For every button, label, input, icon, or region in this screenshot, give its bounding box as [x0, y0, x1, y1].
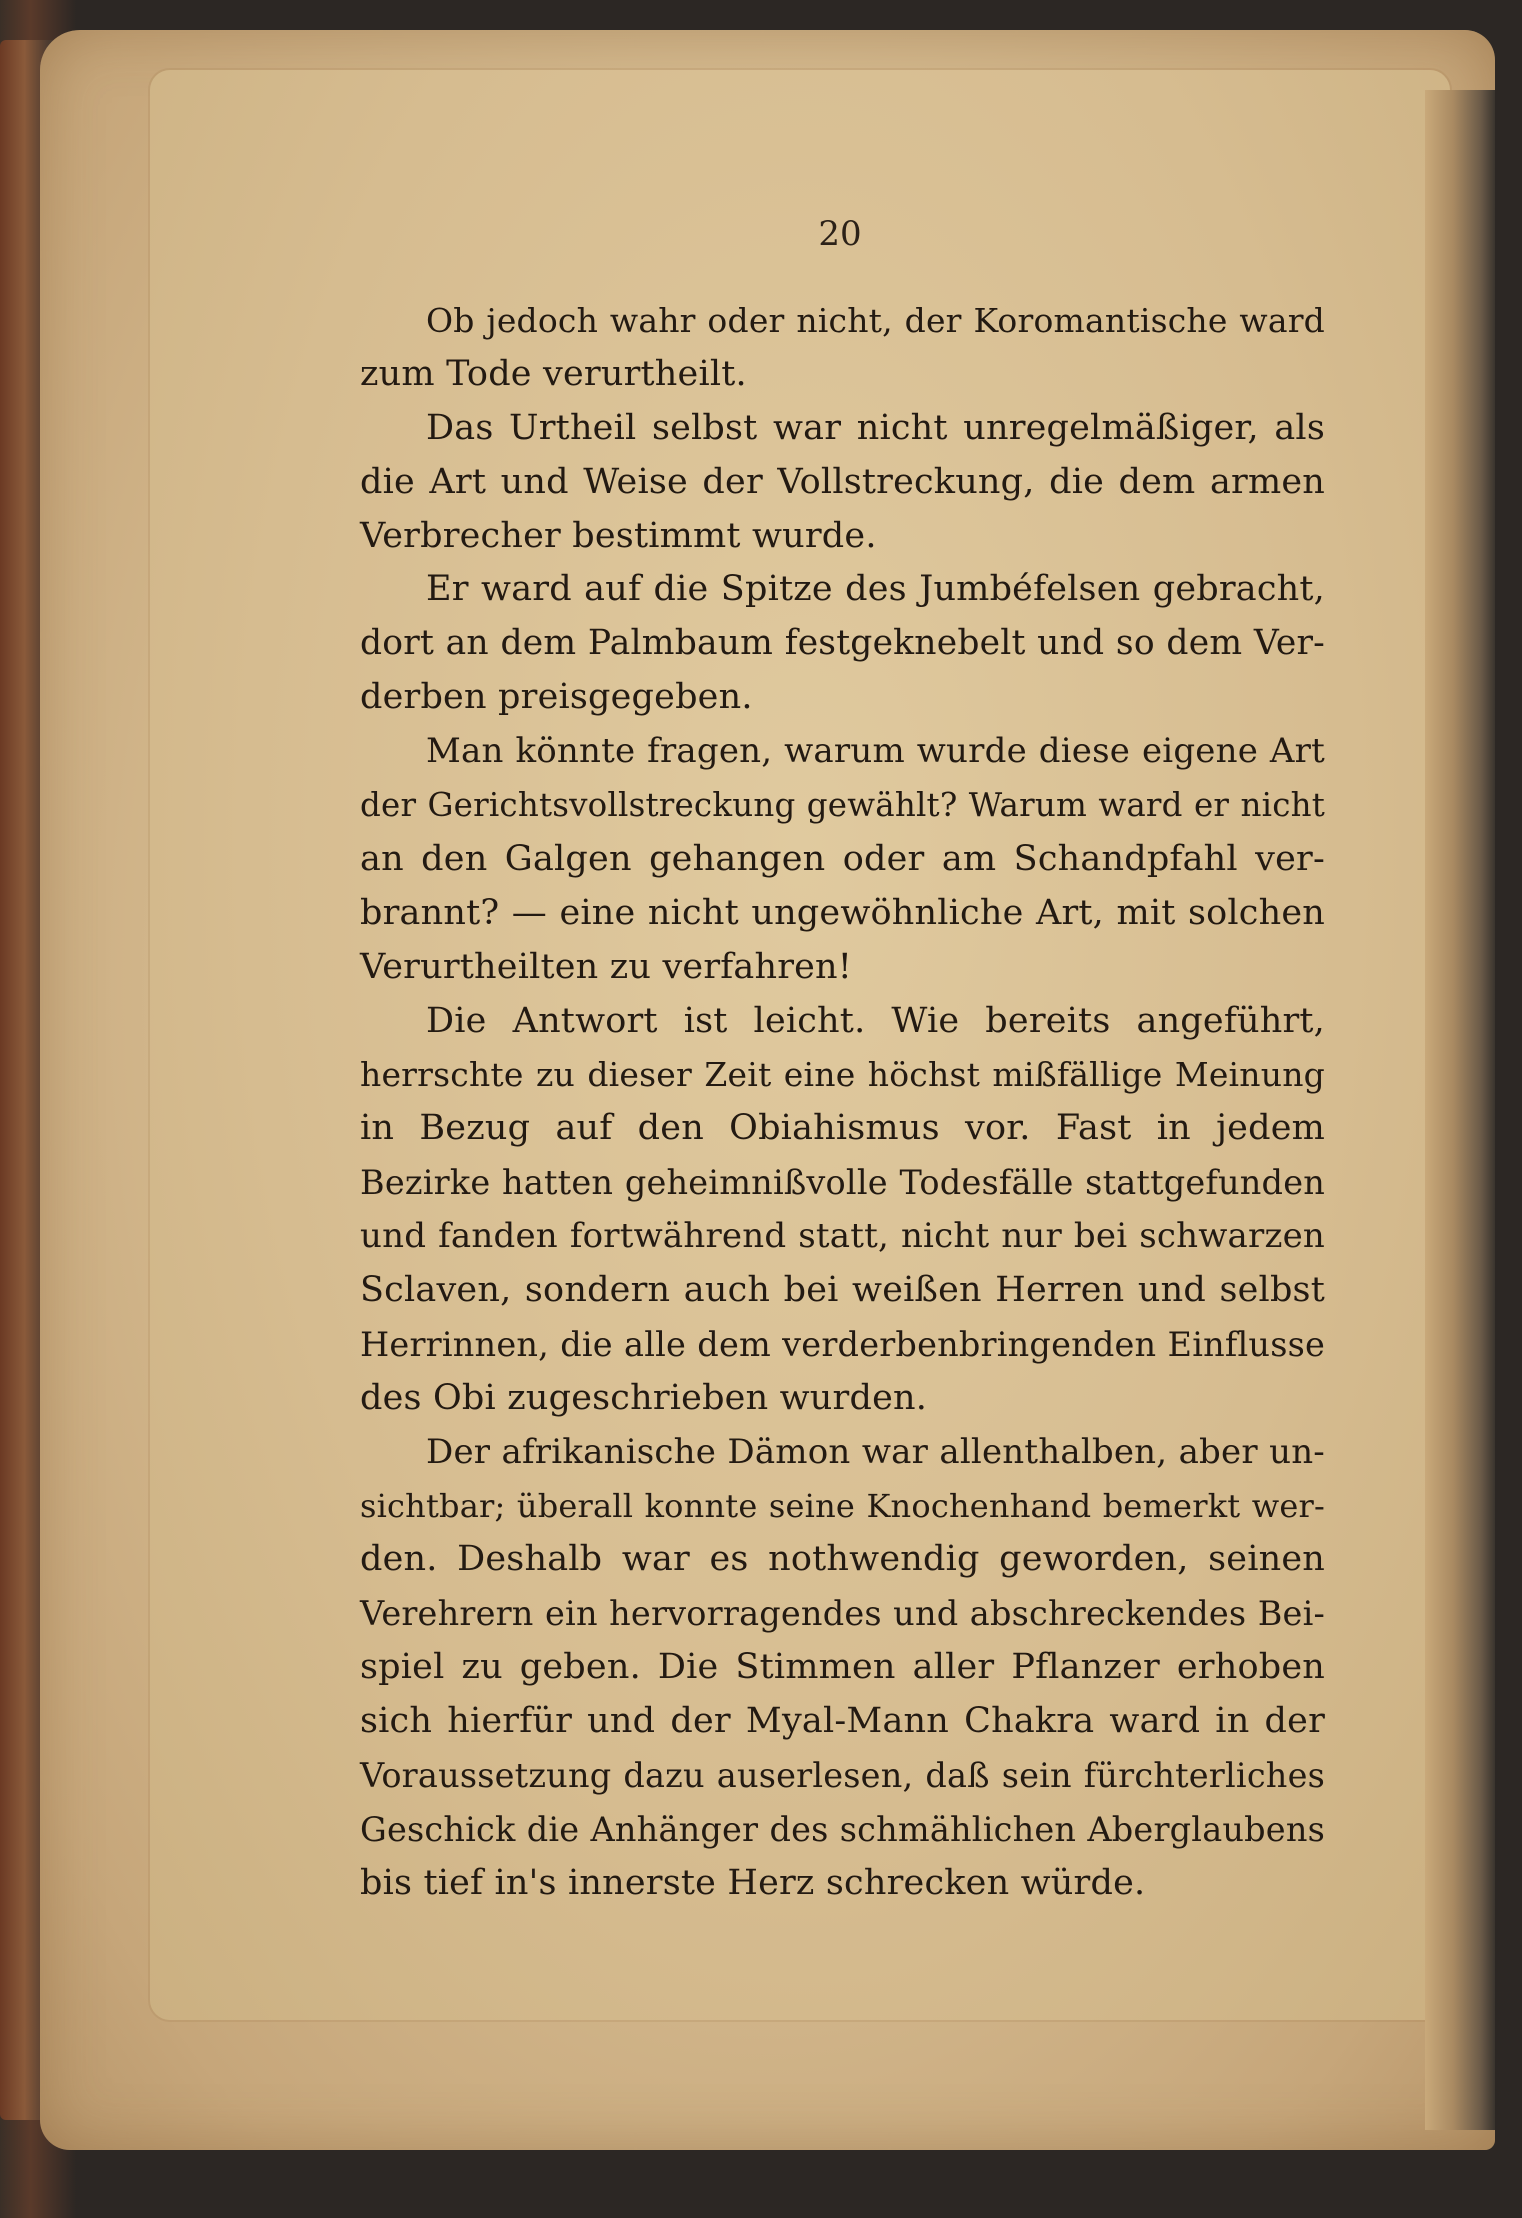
text-line: Verehrern ein hervorragendes und abschreckendes Bei- — [360, 1594, 1325, 1634]
text-line: Voraussetzung dazu auserlesen, daß sein fürchterliches — [360, 1756, 1325, 1796]
text-line: Das Urtheil selbst war nicht unregelmäßiger, als — [426, 407, 1325, 448]
text-line: Herrinnen, die alle dem verderbenbringenden Einflusse — [360, 1324, 1325, 1364]
text-line: an den Galgen gehangen oder am Schandpfahl ver- — [360, 838, 1325, 879]
text-line: Bezirke hatten geheimnißvolle Todesfälle stattgefunden — [360, 1163, 1325, 1203]
text-line: dort an dem Palmbaum festgeknebelt und so dem Ver- — [360, 623, 1325, 664]
text-line: sichtbar; überall konnte seine Knochenhand bemerkt wer- — [360, 1486, 1325, 1525]
text-line: Der afrikanische Dämon war allenthalben, aber un- — [426, 1431, 1325, 1472]
body-text — [360, 294, 1325, 1911]
text-line: Ob jedoch wahr oder nicht, der Koromantische ward — [426, 301, 1325, 340]
text-line: spiel zu geben. Die Stimmen aller Pflanzer erhoben — [360, 1647, 1325, 1688]
text-line: sich hierfür und der Myal-Mann Chakra ward in der — [360, 1701, 1325, 1742]
text-line: in Bezug auf den Obiahismus vor. Fast in jedem — [360, 1108, 1325, 1149]
text-line: Verurtheilten zu verfahren! — [360, 946, 853, 987]
text-line: Er ward auf die Spitze des Jumbéfelsen gebracht, — [426, 569, 1325, 610]
text-line: den. Deshalb war es nothwendig geworden, seinen — [360, 1539, 1325, 1580]
text-line: Geschick die Anhänger des schmählichen Aberglaubens — [360, 1809, 1325, 1849]
text-line: Sclaven, sondern auch bei weißen Herren und selbst — [360, 1270, 1325, 1311]
text-line: derben preisgegeben. — [360, 677, 753, 718]
page-gutter — [1425, 90, 1495, 2130]
text-line: Verbrecher bestimmt wurde. — [360, 515, 877, 556]
text-line: Man könnte fragen, warum wurde diese eigene Art — [426, 731, 1325, 772]
text-line: Die Antwort ist leicht. Wie bereits angeführt, — [426, 1000, 1325, 1041]
text-line: brannt? — eine nicht ungewöhnliche Art, mit solchen — [360, 892, 1325, 933]
text-line: zum Tode verurtheilt. — [360, 353, 747, 394]
text-line: des Obi zugeschrieben wurden. — [360, 1377, 928, 1418]
page-number: 20 — [818, 214, 862, 254]
text-line: und fanden fortwährend statt, nicht nur bei schwarzen — [360, 1216, 1325, 1257]
text-line: der Gerichtsvollstreckung gewählt? Warum ward er nicht — [360, 786, 1325, 825]
text-line: die Art und Weise der Vollstreckung, die dem armen — [360, 461, 1325, 502]
text-line: herrschte zu dieser Zeit eine höchst mißfällige Meinung — [360, 1055, 1325, 1095]
text-line: bis tief in's innerste Herz schrecken würde. — [360, 1862, 1146, 1903]
